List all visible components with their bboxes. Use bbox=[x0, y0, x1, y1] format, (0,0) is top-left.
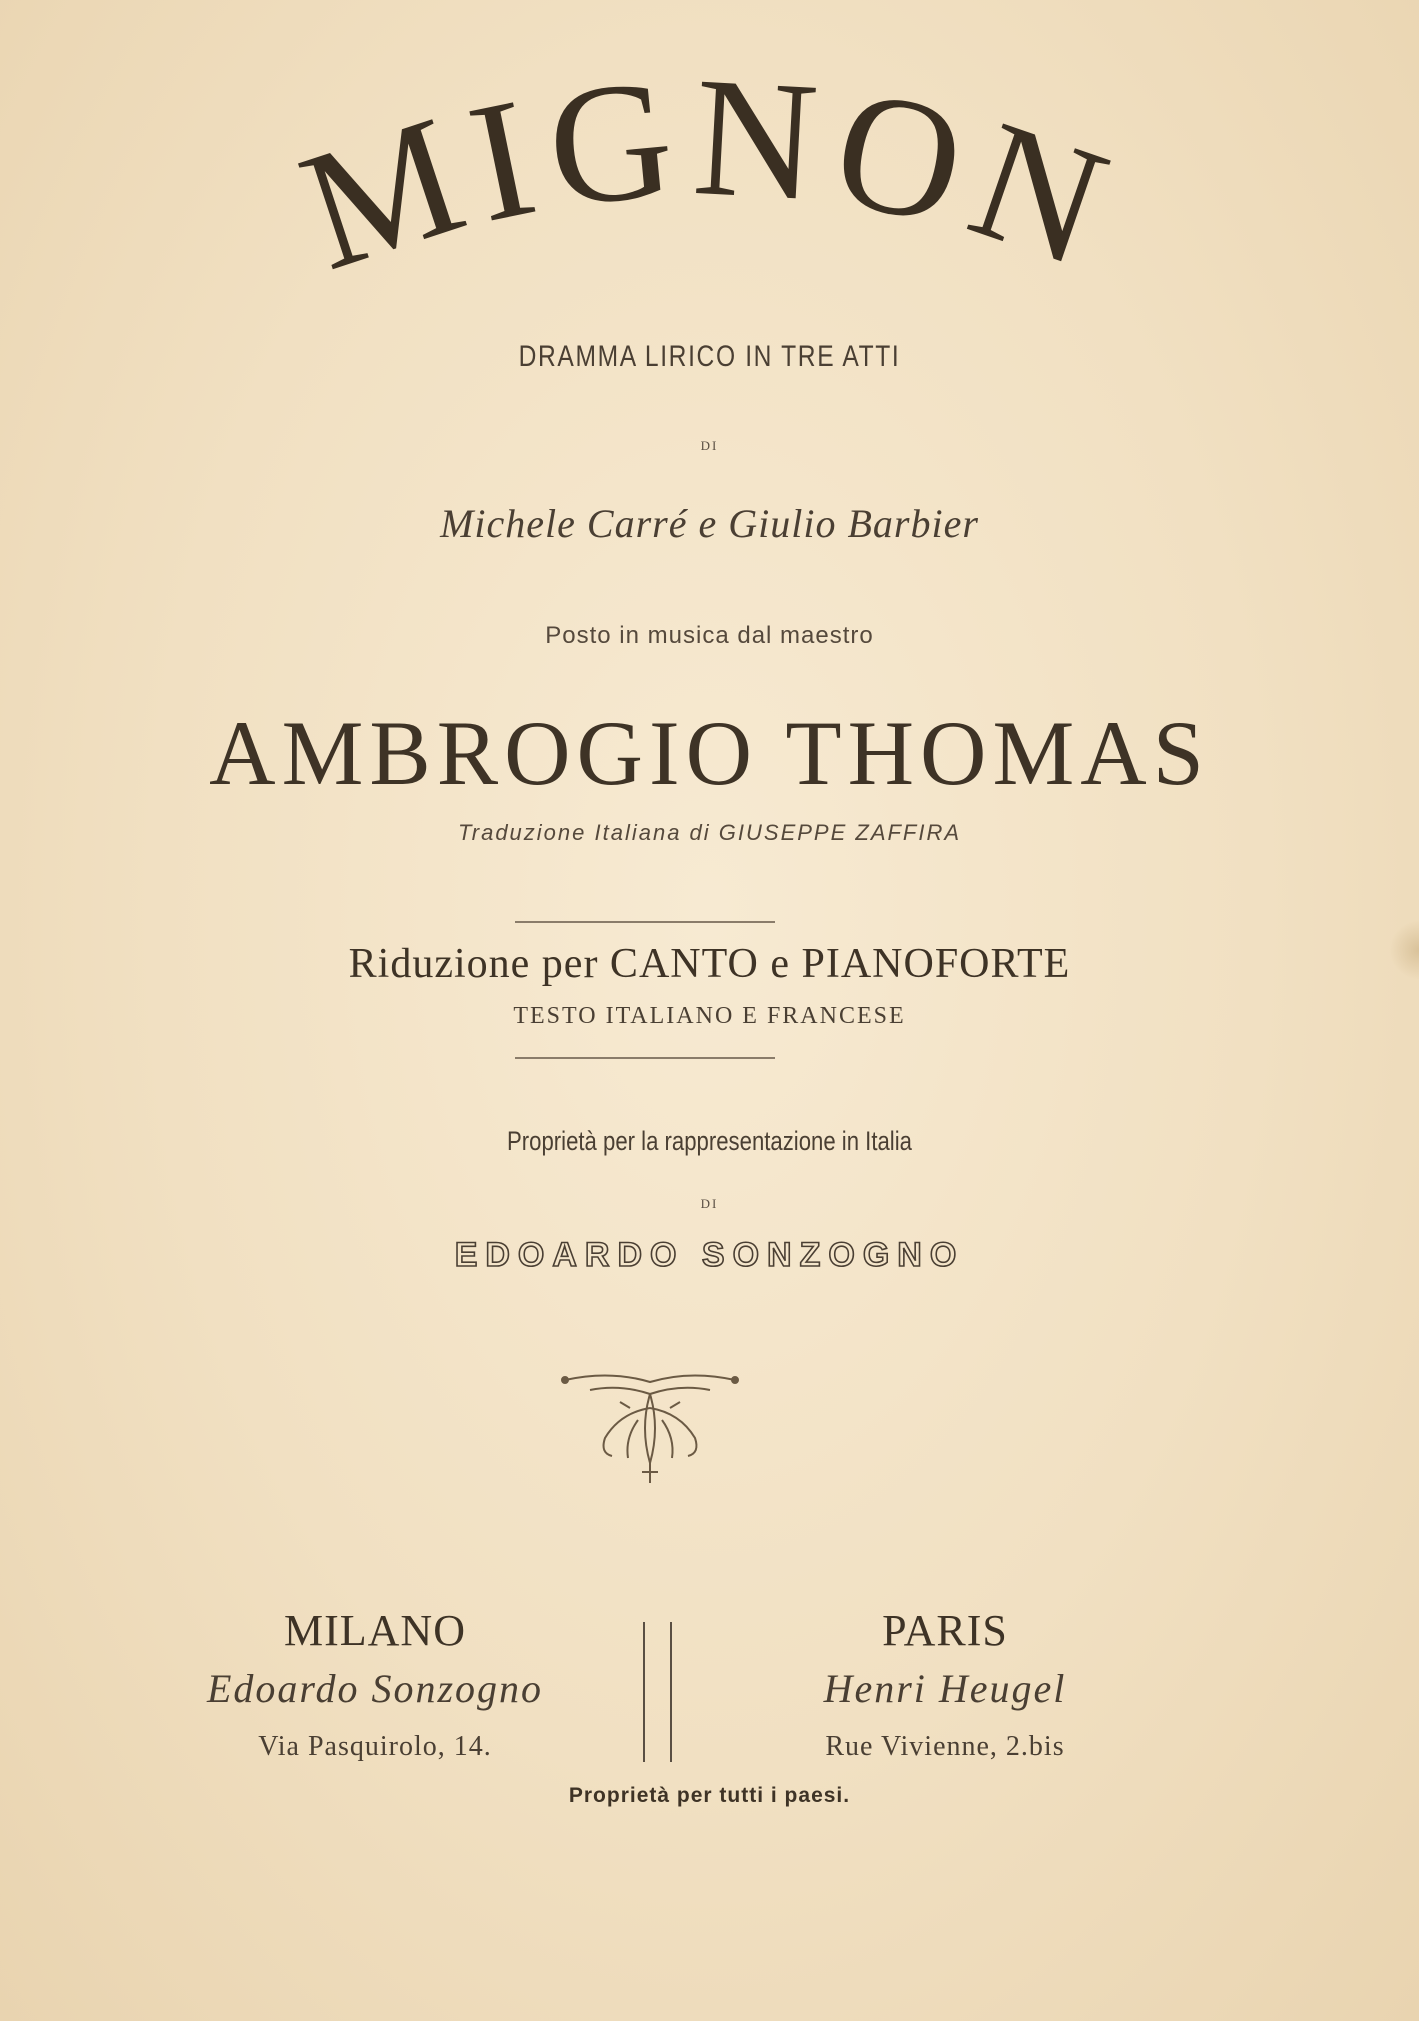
opera-title-text: MIGNON bbox=[280, 70, 1141, 307]
title-arc bbox=[210, 70, 1210, 330]
city-paris: PARIS bbox=[882, 1606, 1008, 1655]
composer-name: AMBROGIO THOMAS bbox=[209, 702, 1210, 804]
opera-title bbox=[0, 70, 1419, 330]
subtitle: DRAMMA LIRICO IN TRE ATTI bbox=[518, 340, 901, 373]
di-label: DI bbox=[700, 438, 719, 453]
reduction-title: Riduzione per CANTO e PIANOFORTE bbox=[348, 941, 1071, 987]
publisher-milano: Edoardo Sonzogno bbox=[206, 1666, 544, 1711]
divider-top bbox=[515, 921, 775, 923]
floral-ornament-icon bbox=[560, 1368, 740, 1488]
footer-rights: Proprietà per tutti i paesi. bbox=[568, 1784, 851, 1807]
librettists: Michele Carré e Giulio Barbier bbox=[440, 501, 979, 546]
svg-text:MIGNON bbox=[280, 70, 1140, 307]
milano-block bbox=[165, 1605, 585, 1771]
posto-line: Posto in musica dal maestro bbox=[545, 622, 874, 649]
city-milano: MILANO bbox=[284, 1606, 466, 1655]
separator-bar-left bbox=[643, 1622, 645, 1762]
separator-bar-right bbox=[670, 1622, 672, 1762]
address-paris: Rue Vivienne, 2.bis bbox=[825, 1731, 1065, 1762]
translation-credit: Traduzione Italiana di GIUSEPPE ZAFFIRA bbox=[457, 820, 962, 845]
language-note: TESTO ITALIANO E FRANCESE bbox=[513, 1003, 906, 1029]
publisher-paris: Henri Heugel bbox=[823, 1666, 1067, 1711]
paper-stain bbox=[1389, 920, 1419, 980]
divider-bottom bbox=[515, 1057, 775, 1059]
paris-block bbox=[735, 1605, 1155, 1771]
address-milano: Via Pasquirolo, 14. bbox=[258, 1731, 492, 1762]
publisher-name: EDOARDO SONZOGNO bbox=[454, 1236, 965, 1274]
rights-line: Proprietà per la rappresentazione in Italia bbox=[507, 1126, 912, 1156]
di-label-2: DI bbox=[700, 1196, 719, 1211]
